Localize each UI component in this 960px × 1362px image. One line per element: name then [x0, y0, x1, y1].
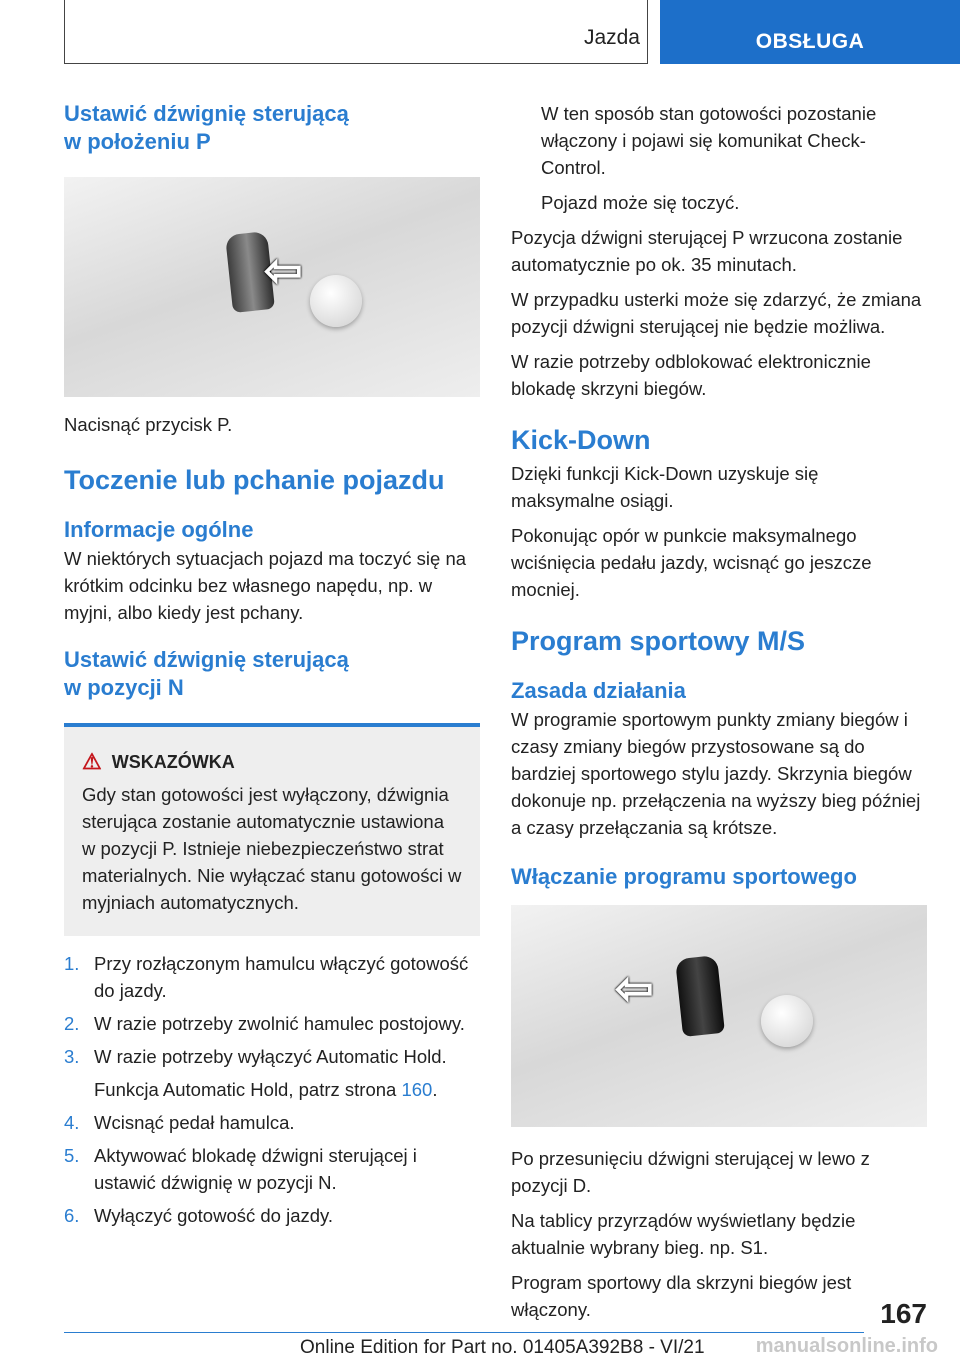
- vehicle-rolls-text: Pojazd może się toczyć.: [541, 192, 740, 213]
- watermark-text: manualsonline.info: [755, 1335, 938, 1357]
- list-item: [64, 950, 480, 1004]
- heading-rolling: Toczenie lub pchanie pojazdu: [64, 465, 445, 495]
- heading-general-info: Informacje ogólne: [64, 516, 254, 542]
- steps-list: [64, 950, 480, 1229]
- right-column: [511, 100, 927, 1323]
- list-item: [64, 1202, 480, 1229]
- header-tab-obsluga[interactable]: OBSŁUGA: [660, 0, 960, 64]
- step-text: W razie potrzeby wyłączyć Automatic Hold.: [94, 1046, 447, 1068]
- lever-p-image: [64, 177, 480, 397]
- step-number: 4.: [64, 1112, 80, 1134]
- heading-sport-program: Program sportowy M/S: [511, 625, 806, 656]
- left-column: [64, 100, 480, 1235]
- warning-title-label: WSKAZÓWKA: [111, 751, 235, 772]
- move-lever-text: Po przesunięciu dźwigni sterującej w lewo z pozycji D.: [511, 1147, 870, 1196]
- press-p-text: Nacisnąć przycisk P.: [64, 414, 233, 435]
- step-text: W razie potrzeby zwolnić hamulec postojowy.: [94, 1013, 465, 1035]
- heading-park-p: Ustawić dźwignię sterującą w położeniu P: [64, 101, 349, 154]
- warning-title: [82, 749, 462, 775]
- step-note-end: .: [432, 1079, 438, 1101]
- step-text: Przy rozłączonym hamulcu włączyć gotowość do jazdy.: [94, 953, 469, 1002]
- display-gear-text: Na tablicy przyrządów wyświetlany będzie aktualnie wybrany bieg. np. S1.: [511, 1209, 856, 1258]
- heading-neutral-n: Ustawić dźwignię sterującą w pozycji N: [64, 647, 349, 700]
- step-number: 5.: [64, 1145, 80, 1167]
- page-link-160[interactable]: 160: [401, 1079, 433, 1101]
- list-item: [64, 1010, 480, 1037]
- heading-principle: Zasada działania: [511, 677, 686, 703]
- warning-text: Gdy stan gotowości jest wyłączony, dźwignia sterująca zostanie automatycznie ustawiona w pozycji P. Istnieje niebezpieczeństwo strat materialnych. Nie wyłączać stanu gotowości w myjniach automatycznych.: [82, 784, 462, 914]
- heading-kick-down: Kick-Down: [511, 425, 651, 455]
- page-number: 167: [880, 1298, 927, 1329]
- heading-enable-sport: Włączanie programu sportowego: [511, 864, 857, 889]
- header-section-title: Jazda: [583, 26, 640, 49]
- controller-knob-shape: [310, 275, 362, 327]
- footer-divider: [64, 1332, 864, 1333]
- header-frame: [64, 0, 648, 64]
- edition-text: Online Edition for Part no. 01405A392B8 - VI/21: [300, 1337, 705, 1358]
- step-number: 1.: [64, 953, 80, 975]
- step-text: Wyłączyć gotowość do jazdy.: [94, 1205, 334, 1227]
- auto-p-text: Pozycja dźwigni sterującej P wrzucona zostanie automatycznie po ok. 35 minutach.: [511, 227, 903, 275]
- fault-text: W przypadku usterki może się zdarzyć, że zmiana pozycji dźwigni sterującej nie będzie możliwa.: [511, 289, 922, 337]
- controller-knob-shape: [761, 995, 813, 1047]
- list-item: [64, 1109, 480, 1136]
- kick-down-text-2: Pokonując opór w punkcie maksymalnego wciśnięcia pedału jazdy, wcisnąć go jeszcze mocniej.: [511, 524, 872, 600]
- sport-on-text: Program sportowy dla skrzyni biegów jest włączony.: [511, 1271, 852, 1320]
- list-item: [64, 1043, 480, 1070]
- lever-sport-image: [511, 905, 927, 1127]
- step-number: 3.: [64, 1046, 80, 1068]
- step-text: Wcisnąć pedał hamulca.: [94, 1112, 295, 1134]
- step-number: 6.: [64, 1205, 80, 1227]
- list-item: [64, 1142, 480, 1196]
- step-note: [64, 1076, 480, 1103]
- arrow-left-icon: ⇦: [264, 244, 303, 296]
- step-note-text: Funkcja Automatic Hold, patrz strona: [94, 1079, 402, 1101]
- warning-box: [64, 723, 480, 936]
- step-number: 2.: [64, 1013, 80, 1035]
- step-text: Aktywować blokadę dźwigni sterującej i ustawić dźwignię w pozycji N.: [94, 1145, 417, 1194]
- kick-down-text-1: Dzięki funkcji Kick-Down uzyskuje się maksymalne osiągi.: [511, 462, 819, 511]
- arrow-left-icon: ⇦: [615, 961, 654, 1014]
- general-info-text: W niektórych sytuacjach pojazd ma toczyć się na krótkim odcinku bez własnego napędu, np. w myjni, albo kiedy jest pchany.: [64, 548, 467, 624]
- gear-lever-shape: [675, 955, 725, 1037]
- principle-text: W programie sportowym punkty zmiany biegów i czasy zmiany biegów przystosowane są do bardziej sportowego stylu jazdy. Skrzynia biegów dokonuje np. przełączenia na wyższy bieg później a czasy przełączania są krótsze.: [511, 709, 921, 838]
- unlock-text: W razie potrzeby odblokować elektronicznie blokadę skrzyni biegów.: [511, 351, 871, 399]
- warning-triangle-icon: ⚠: [82, 749, 102, 775]
- ready-remains-text: W ten sposób stan gotowości pozostanie włączony i pojawi się komunikat Check-Control.: [541, 103, 877, 178]
